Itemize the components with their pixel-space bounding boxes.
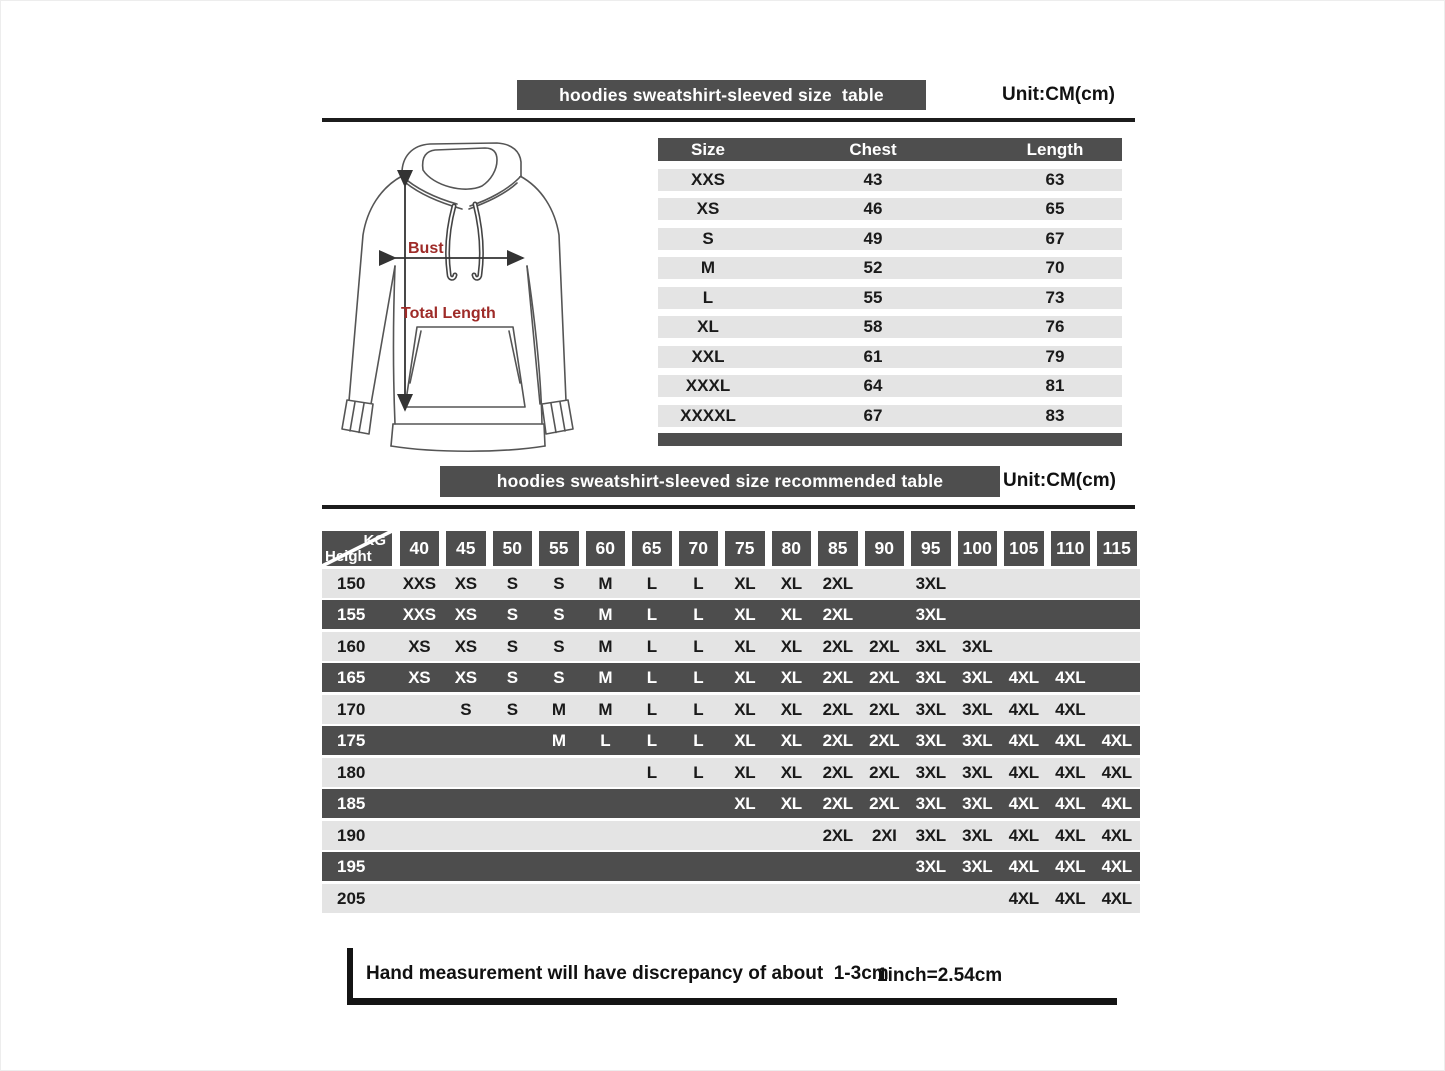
recommended-row xyxy=(322,884,1140,913)
recommended-size-cell: XL xyxy=(734,731,756,750)
recommended-size-cell: M xyxy=(598,699,613,719)
size-table-cell: 65 xyxy=(1045,199,1065,218)
recommended-size-cell: 3XL xyxy=(962,762,993,782)
recommended-size-cell: 4XL xyxy=(1055,668,1086,687)
recommended-size-cell: 3XL xyxy=(915,762,946,782)
size-table-cell: XL xyxy=(697,317,719,336)
recommended-size-cell: 4XL xyxy=(1008,794,1039,813)
size-table-title: hoodies sweatshirt-sleeved size table xyxy=(559,84,884,105)
recommended-size-cell: L xyxy=(646,636,657,656)
recommended-size-cell: 3XL xyxy=(915,605,946,624)
recommended-size-cell: 4XL xyxy=(1101,762,1132,782)
kg-column-header: 115 xyxy=(1097,531,1137,566)
recommended-size-cell: S xyxy=(553,605,565,624)
size-table-row xyxy=(658,169,1122,191)
recommended-size-cell: XL xyxy=(780,573,802,593)
recommended-size-cell: XL xyxy=(734,794,756,813)
recommended-size-cell: M xyxy=(598,573,613,593)
recommended-size-cell: L xyxy=(693,636,704,656)
corner-height-label: Height xyxy=(325,548,372,565)
recommended-size-cell xyxy=(489,821,536,850)
size-table-cell: 79 xyxy=(1045,346,1065,366)
recommended-size-cell: XL xyxy=(780,762,802,782)
height-row-label: 165 xyxy=(337,668,366,687)
height-row-label: 195 xyxy=(337,857,366,876)
recommended-size-cell: 3XL xyxy=(962,731,993,750)
recommended-size-cell: 3XL xyxy=(915,699,946,719)
recommended-size-cell: M xyxy=(551,731,566,750)
recommended-size-cell: 4XL xyxy=(1008,857,1039,876)
recommended-size-cell: XL xyxy=(780,668,802,687)
size-table-cell: 67 xyxy=(1045,228,1065,248)
recommended-size-cell xyxy=(536,821,583,850)
recommended-size-cell xyxy=(908,884,955,913)
bust-label: Bust xyxy=(408,240,444,257)
recommended-size-cell xyxy=(396,695,443,724)
inch-conversion-note: 1inch=2.54cm xyxy=(877,965,1003,986)
recommended-size-cell: XS xyxy=(408,636,431,656)
recommended-size-cell xyxy=(443,726,490,755)
recommended-size-cell xyxy=(861,884,908,913)
recommended-size-cell xyxy=(675,852,722,881)
recommended-size-cell: M xyxy=(598,605,613,624)
footer-vertical-bar xyxy=(347,948,353,1001)
recommended-table-title: hoodies sweatshirt-sleeved size recommended table xyxy=(496,471,944,491)
size-table xyxy=(658,138,1122,446)
recommended-size-cell xyxy=(1001,569,1048,598)
recommended-size-cell: 2XL xyxy=(869,762,900,782)
kg-column-header: 105 xyxy=(1004,531,1044,566)
recommended-size-cell: 2XL xyxy=(822,668,853,687)
recommended-size-cell: L xyxy=(600,731,611,750)
recommended-table-unit-label: Unit:CM(cm) xyxy=(1003,470,1116,491)
height-row-label: 180 xyxy=(337,762,366,782)
recommended-size-cell: L xyxy=(646,668,657,687)
recommended-size-cell xyxy=(722,852,769,881)
recommended-size-cell: 2XL xyxy=(869,668,900,687)
recommended-size-cell: XL xyxy=(734,762,756,782)
recommended-table-title-bar xyxy=(440,466,1000,497)
recommended-size-cell xyxy=(1047,600,1094,629)
recommended-size-cell: 3XL xyxy=(915,668,946,687)
recommended-size-cell xyxy=(815,884,862,913)
size-table-cell: 63 xyxy=(1045,169,1065,189)
recommended-size-cell: 2XL xyxy=(822,825,853,845)
recommended-size-cell: S xyxy=(553,668,565,687)
recommended-size-cell: XXS xyxy=(402,605,436,624)
size-table-column-header: Chest xyxy=(849,140,897,159)
recommended-size-cell: 2XL xyxy=(822,794,853,813)
kg-column-header: 100 xyxy=(958,531,998,566)
recommended-size-cell: 2XL xyxy=(869,636,900,656)
measurement-note: Hand measurement will have discrepancy of about 1-3cm xyxy=(366,963,889,984)
recommended-size-cell: 4XL xyxy=(1055,762,1086,782)
recommended-size-cell: XL xyxy=(734,699,756,719)
recommended-size-cell xyxy=(768,852,815,881)
recommended-size-cell: S xyxy=(506,573,518,593)
recommended-size-cell xyxy=(396,789,443,818)
recommended-size-cell: S xyxy=(506,636,518,656)
recommended-header-row xyxy=(322,531,1140,566)
size-table-row xyxy=(658,405,1122,427)
recommended-size-cell: XL xyxy=(734,636,756,656)
size-table-cell: 49 xyxy=(863,228,883,248)
height-row-label: 175 xyxy=(337,731,366,750)
kg-column-header: 50 xyxy=(493,531,533,566)
recommended-size-cell: 4XL xyxy=(1008,731,1039,750)
divider-line-middle xyxy=(322,505,1135,509)
size-table-row xyxy=(658,287,1122,309)
size-table-unit-label: Unit:CM(cm) xyxy=(1002,84,1115,105)
recommended-size-cell: L xyxy=(693,668,704,687)
height-row-label: 185 xyxy=(337,794,366,813)
size-table-cell: 55 xyxy=(863,287,883,307)
recommended-size-cell: L xyxy=(693,699,704,719)
recommended-size-cell: 2XI xyxy=(871,825,897,845)
recommended-size-cell xyxy=(396,758,443,787)
recommended-size-cell xyxy=(582,789,629,818)
recommended-row xyxy=(322,758,1140,787)
size-table-cell: 46 xyxy=(863,199,883,218)
recommended-size-cell: L xyxy=(646,573,657,593)
kg-column-header: 75 xyxy=(725,531,765,566)
recommended-size-cell: L xyxy=(693,605,704,624)
recommended-size-cell xyxy=(954,600,1001,629)
height-row-label: 155 xyxy=(337,605,366,624)
size-table-cell: S xyxy=(702,228,714,248)
recommended-size-cell xyxy=(954,569,1001,598)
recommended-size-cell xyxy=(582,821,629,850)
recommended-size-cell xyxy=(629,789,676,818)
recommended-size-cell: XL xyxy=(734,668,756,687)
size-table-cell: XXXXL xyxy=(680,405,736,425)
height-row-label: 205 xyxy=(337,888,366,908)
recommended-size-cell: M xyxy=(551,699,566,719)
size-table-cell: 83 xyxy=(1045,405,1065,425)
recommended-size-cell: 3XL xyxy=(915,573,946,593)
recommended-size-cell xyxy=(396,821,443,850)
height-row-label: 170 xyxy=(337,699,366,719)
recommended-size-cell xyxy=(489,852,536,881)
recommended-size-cell: M xyxy=(598,636,613,656)
recommended-size-cell xyxy=(861,852,908,881)
recommended-size-cell xyxy=(443,789,490,818)
recommended-size-cell: 3XL xyxy=(915,731,946,750)
recommended-row xyxy=(322,663,1140,692)
recommended-size-cell: 4XL xyxy=(1055,888,1086,908)
recommended-size-cell: XXS xyxy=(402,573,436,593)
recommended-size-cell: 4XL xyxy=(1008,699,1039,719)
size-table-cell: 73 xyxy=(1045,287,1065,307)
recommended-size-cell: XL xyxy=(734,605,756,624)
recommended-row xyxy=(322,600,1140,629)
kg-height-corner-cell xyxy=(322,531,392,566)
kg-column-header: 40 xyxy=(400,531,440,566)
recommended-size-cell xyxy=(1094,600,1141,629)
size-table-cell: 67 xyxy=(863,405,883,425)
recommended-size-cell: 4XL xyxy=(1101,857,1132,876)
recommended-size-cell: 4XL xyxy=(1008,825,1039,845)
recommended-size-cell: L xyxy=(693,762,704,782)
recommended-size-cell xyxy=(582,758,629,787)
height-row-label: 190 xyxy=(337,825,366,845)
recommended-size-cell: 4XL xyxy=(1055,794,1086,813)
size-table-row xyxy=(658,316,1122,338)
size-table-cell: 76 xyxy=(1045,317,1065,336)
recommended-size-cell xyxy=(582,884,629,913)
recommended-size-cell: 3XL xyxy=(915,825,946,845)
recommended-size-cell xyxy=(675,884,722,913)
size-table-row xyxy=(658,257,1122,279)
size-table-cell: 43 xyxy=(863,169,883,189)
recommended-size-cell xyxy=(629,884,676,913)
recommended-size-cell: L xyxy=(646,699,657,719)
recommended-size-cell: XL xyxy=(734,573,756,593)
recommended-size-cell: S xyxy=(506,699,518,719)
kg-column-header: 70 xyxy=(679,531,719,566)
recommended-size-cell xyxy=(396,884,443,913)
recommended-size-cell xyxy=(443,884,490,913)
recommended-size-cell: 3XL xyxy=(962,668,993,687)
recommended-size-cell xyxy=(489,789,536,818)
recommended-size-cell: 4XL xyxy=(1008,888,1039,908)
recommended-size-cell: 4XL xyxy=(1055,825,1086,845)
recommended-size-cell: 2XL xyxy=(869,794,900,813)
footer-horizontal-bar xyxy=(347,998,1117,1005)
recommended-size-cell: 2XL xyxy=(869,699,900,719)
recommended-size-cell: 2XL xyxy=(822,636,853,656)
hoodie-diagram xyxy=(335,140,600,455)
recommended-size-cell xyxy=(629,821,676,850)
recommended-size-cell: XL xyxy=(780,794,802,813)
recommended-size-cell: 4XL xyxy=(1101,825,1132,845)
recommended-size-cell: L xyxy=(693,573,704,593)
recommended-size-cell: 4XL xyxy=(1101,794,1132,813)
size-table-cell: 61 xyxy=(863,346,883,366)
recommended-row xyxy=(322,632,1140,661)
size-table-cell: XXL xyxy=(691,346,725,366)
kg-column-header: 65 xyxy=(632,531,672,566)
recommended-size-cell: 3XL xyxy=(962,825,993,845)
recommended-size-cell xyxy=(1047,632,1094,661)
recommended-size-cell: 3XL xyxy=(915,857,946,876)
recommended-size-cell xyxy=(954,884,1001,913)
recommended-size-cell: 4XL xyxy=(1055,857,1086,876)
recommended-size-cell: 2XL xyxy=(822,699,853,719)
recommended-size-cell xyxy=(722,821,769,850)
recommended-size-cell xyxy=(861,569,908,598)
recommended-size-cell: XS xyxy=(454,573,477,593)
recommended-row xyxy=(322,569,1140,598)
recommended-size-cell: XS xyxy=(408,668,431,687)
recommended-size-cell xyxy=(1094,695,1141,724)
size-table-row xyxy=(658,228,1122,250)
recommended-size-cell: M xyxy=(598,668,613,687)
size-table-cell: XXXL xyxy=(685,376,731,395)
recommended-size-cell: 4XL xyxy=(1101,731,1132,750)
recommended-size-cell xyxy=(675,789,722,818)
recommended-size-cell: 2XL xyxy=(822,573,853,593)
kg-column-header: 90 xyxy=(865,531,905,566)
kg-column-header: 45 xyxy=(446,531,486,566)
height-row-label: 160 xyxy=(337,636,366,656)
kg-column-header: 85 xyxy=(818,531,858,566)
recommended-size-cell xyxy=(629,852,676,881)
recommended-size-cell: XL xyxy=(780,699,802,719)
size-table-bottom-bar xyxy=(658,433,1122,446)
recommended-size-cell: XS xyxy=(454,668,477,687)
recommended-size-cell: S xyxy=(553,573,565,593)
recommended-size-cell: XS xyxy=(454,605,477,624)
size-table-header-row xyxy=(658,138,1122,161)
recommended-row xyxy=(322,852,1140,881)
recommended-size-cell xyxy=(768,884,815,913)
recommended-size-cell: 4XL xyxy=(1008,668,1039,687)
corner-kg-label: KG xyxy=(363,532,386,549)
recommended-size-cell: 3XL xyxy=(915,636,946,656)
recommended-size-cell xyxy=(1001,632,1048,661)
size-table-cell: L xyxy=(702,287,714,307)
recommended-size-cell xyxy=(861,600,908,629)
recommended-size-cell: 2XL xyxy=(822,605,853,624)
size-table-cell: M xyxy=(700,258,716,277)
recommended-size-cell xyxy=(815,852,862,881)
recommended-size-cell: 2XL xyxy=(822,762,853,782)
hoodie-drawstrings xyxy=(448,204,482,278)
recommended-size-cell: S xyxy=(506,605,518,624)
kg-column-header: 80 xyxy=(772,531,812,566)
total-length-label: Total Length xyxy=(401,305,496,322)
recommended-size-cell xyxy=(1001,600,1048,629)
recommended-size-cell: 4XL xyxy=(1101,888,1132,908)
recommended-row xyxy=(322,821,1140,850)
recommended-size-cell: 4XL xyxy=(1055,731,1086,750)
size-table-cell: 70 xyxy=(1045,258,1065,277)
recommended-size-cell: XL xyxy=(780,605,802,624)
recommended-size-cell: L xyxy=(646,731,657,750)
recommended-size-cell xyxy=(443,852,490,881)
recommended-size-cell xyxy=(396,852,443,881)
measurement-arrows xyxy=(395,186,523,410)
size-table-cell: 58 xyxy=(863,317,883,336)
recommended-size-cell: XS xyxy=(454,636,477,656)
height-row-label: 150 xyxy=(337,573,366,593)
recommended-size-cell: 3XL xyxy=(962,636,993,656)
recommended-size-cell xyxy=(396,726,443,755)
recommended-size-cell: S xyxy=(460,699,472,719)
recommended-size-cell xyxy=(536,758,583,787)
recommended-size-cell: 3XL xyxy=(915,794,946,813)
recommended-size-cell xyxy=(443,758,490,787)
size-table-row xyxy=(658,346,1122,368)
divider-line-top xyxy=(322,118,1135,122)
recommended-size-cell: 2XL xyxy=(869,731,900,750)
recommended-size-cell xyxy=(1094,569,1141,598)
recommended-size-cell: XL xyxy=(780,731,802,750)
recommended-size-cell: S xyxy=(553,636,565,656)
hoodie-outline xyxy=(342,143,573,451)
recommended-size-cell: 3XL xyxy=(962,794,993,813)
kg-column-header: 55 xyxy=(539,531,579,566)
recommended-size-cell xyxy=(1094,632,1141,661)
recommended-size-cell xyxy=(443,821,490,850)
size-table-row xyxy=(658,198,1122,220)
size-table-title-bar xyxy=(517,80,926,110)
recommended-size-cell xyxy=(675,821,722,850)
recommended-size-cell xyxy=(582,852,629,881)
recommended-row xyxy=(322,726,1140,755)
recommended-size-cell: 2XL xyxy=(822,731,853,750)
recommended-size-cell xyxy=(536,852,583,881)
recommended-size-cell xyxy=(536,789,583,818)
recommended-size-cell xyxy=(722,884,769,913)
recommended-table xyxy=(322,531,1140,913)
size-table-row xyxy=(658,375,1122,397)
recommended-size-cell: L xyxy=(646,762,657,782)
recommended-size-cell xyxy=(489,726,536,755)
kg-column-header: 60 xyxy=(586,531,626,566)
size-table-cell: XS xyxy=(696,199,720,218)
recommended-size-cell xyxy=(768,821,815,850)
size-table-cell: 64 xyxy=(863,376,883,395)
size-table-cell: XXS xyxy=(690,169,726,189)
recommended-size-cell: 4XL xyxy=(1055,699,1086,719)
recommended-size-cell: XL xyxy=(780,636,802,656)
recommended-size-cell xyxy=(1094,663,1141,692)
recommended-size-cell xyxy=(536,884,583,913)
recommended-size-cell xyxy=(489,884,536,913)
size-table-column-header: Length xyxy=(1026,140,1084,159)
recommended-size-cell: 3XL xyxy=(962,857,993,876)
recommended-size-cell: 4XL xyxy=(1008,762,1039,782)
kg-column-header: 110 xyxy=(1051,531,1091,566)
recommended-row xyxy=(322,789,1140,818)
recommended-size-cell: 3XL xyxy=(962,699,993,719)
recommended-size-cell: L xyxy=(646,605,657,624)
recommended-size-cell: L xyxy=(693,731,704,750)
recommended-row xyxy=(322,695,1140,724)
size-table-column-header: Size xyxy=(690,140,726,159)
kg-column-header: 95 xyxy=(911,531,951,566)
recommended-size-cell: S xyxy=(506,668,518,687)
recommended-size-cell xyxy=(489,758,536,787)
size-table-cell: 81 xyxy=(1045,376,1065,395)
size-table-cell: 52 xyxy=(863,258,883,277)
recommended-size-cell xyxy=(1047,569,1094,598)
